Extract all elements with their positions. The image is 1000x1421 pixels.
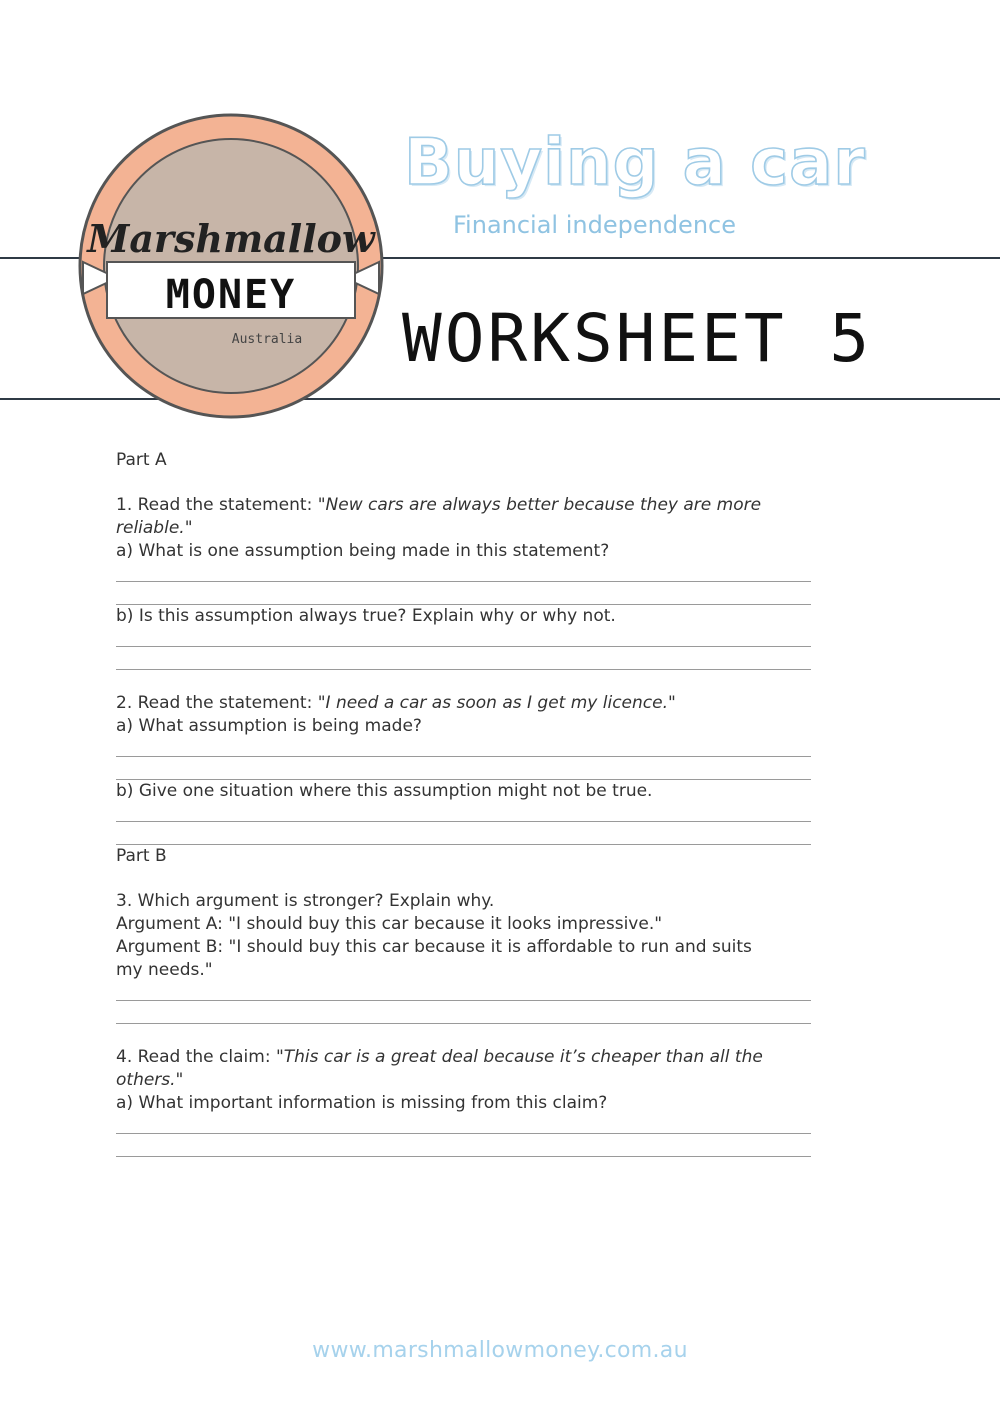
question-3 [116,890,816,1024]
question-3-text: 3. Which argument is stronger? Explain why. [116,891,495,911]
marshmallow-money-logo [77,112,385,420]
question-1-quote-cont: reliable." [116,518,193,538]
question-4-quote-cont: others." [116,1070,184,1090]
answer-lines-3[interactable] [116,982,816,1024]
worksheet-label: WORKSHEET 5 [402,300,873,377]
question-4-lead: 4. Read the claim: [116,1047,276,1067]
answer-line[interactable] [116,821,811,822]
answer-line[interactable] [116,1133,811,1134]
part-b-heading: Part B [116,846,167,866]
argument-a: Argument A: "I should buy this car because it looks impressive." [116,914,663,934]
logo-script-text: Marshmallow [87,216,375,261]
question-4-quote: "This car is a great deal because it’s cheaper than all the [275,1047,763,1067]
question-2b: b) Give one situation where this assumption might not be true. [116,781,653,801]
page-title: Buying a car [404,126,866,200]
question-2-quote: "I need a car as soon as I get my licence." [317,693,676,713]
question-1-lead: 1. Read the statement: [116,495,318,515]
part-a-heading: Part A [116,450,167,470]
answer-lines-2b[interactable] [116,803,816,845]
worksheet-content [116,449,816,1157]
page-subtitle: Financial independence [453,211,736,239]
answer-line[interactable] [116,669,811,670]
answer-lines-2a[interactable] [116,738,816,780]
logo-banner-text: MONEY [165,272,297,318]
answer-line[interactable] [116,1156,811,1157]
answer-lines-1b[interactable] [116,628,816,670]
logo-country-text: Australia [231,332,303,347]
answer-line[interactable] [116,581,811,582]
answer-lines-1a[interactable] [116,563,816,605]
question-4a: a) What important information is missing from this claim? [116,1093,608,1113]
question-2 [116,692,816,845]
answer-line[interactable] [116,1000,811,1001]
question-1a: a) What is one assumption being made in this statement? [116,541,610,561]
argument-b: Argument B: "I should buy this car because it is affordable to run and suits [116,937,752,957]
question-4 [116,1046,816,1157]
argument-b-cont: my needs." [116,960,213,980]
question-2a: a) What assumption is being made? [116,716,422,736]
question-2-lead: 2. Read the statement: [116,693,318,713]
answer-line[interactable] [116,646,811,647]
question-1b: b) Is this assumption always true? Explain why or why not. [116,606,616,626]
answer-line[interactable] [116,756,811,757]
answer-line[interactable] [116,1023,811,1024]
question-1 [116,494,816,670]
question-1-quote: "New cars are always better because they are more [317,495,762,515]
answer-lines-4a[interactable] [116,1115,816,1157]
footer-url[interactable]: www.marshmallowmoney.com.au [312,1338,688,1363]
